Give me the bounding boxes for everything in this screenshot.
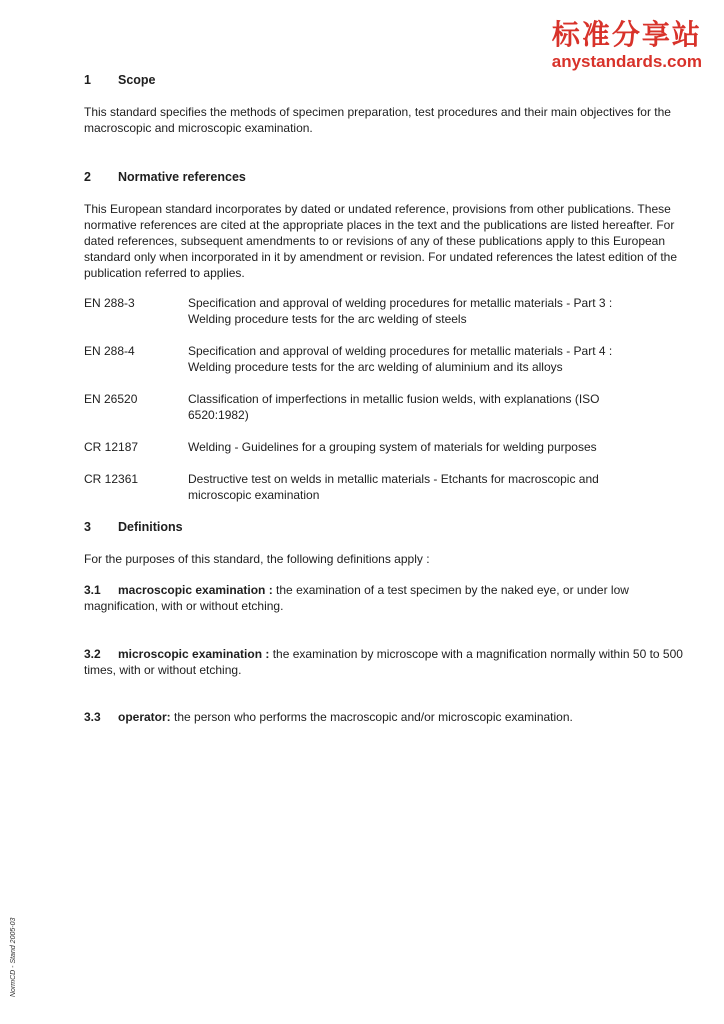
section-heading-definitions — [84, 519, 684, 535]
reference-description: Classification of imperfections in metallic fusion welds, with explanations (ISO 6520:1982) — [188, 392, 600, 422]
definition-term: macroscopic examination : — [118, 583, 273, 597]
definition-term: microscopic examination : — [118, 647, 270, 661]
reference-code: EN 288-4 — [84, 344, 135, 358]
reference-item — [84, 295, 684, 327]
section-title: Definitions — [118, 520, 183, 534]
reference-description: Specification and approval of welding procedures for metallic materials - Part 4 : Welding procedure tests for the arc welding of aluminium and its alloys — [188, 344, 613, 374]
reference-code: EN 26520 — [84, 392, 138, 406]
reference-item — [84, 391, 684, 423]
document-body — [84, 72, 684, 725]
definition-term: operator: — [118, 710, 171, 724]
definition-item — [84, 709, 684, 725]
normative-paragraph: This European standard incorporates by dated or undated reference, provisions from other publications. These normative references are cited at the appropriate places in the text and the publications are listed hereafter. For dated references, subsequent amendments to or revisions of any of these publications apply to this European standard only when incorporated in it by amendment or revision. For undated references the latest edition of the publication referred to applies. — [84, 202, 678, 280]
definition-item — [84, 646, 684, 678]
reference-description: Welding - Guidelines for a grouping system of materials for welding purposes — [188, 440, 597, 454]
definition-number: 3.1 — [84, 583, 101, 597]
reference-item — [84, 471, 684, 503]
definitions-intro: For the purposes of this standard, the following definitions apply : — [84, 552, 430, 566]
definition-number: 3.2 — [84, 647, 101, 661]
section-heading-normative-references — [84, 169, 684, 185]
definition-body: the examination of a test specimen by the naked eye, or under low magnification, with or without etching. — [84, 583, 629, 613]
section-number: 3 — [84, 520, 91, 534]
reference-list — [84, 295, 684, 503]
section-title: Scope — [118, 73, 156, 87]
scope-paragraph: This standard specifies the methods of specimen preparation, test procedures and their main objectives for the macroscopic and microscopic examination. — [84, 105, 671, 135]
reference-description: Specification and approval of welding procedures for metallic materials - Part 3 : Welding procedure tests for the arc welding of steels — [188, 296, 613, 326]
reference-code: EN 288-3 — [84, 296, 135, 310]
side-note: NormCD - Stand 2005-03 — [10, 917, 17, 997]
section-number: 1 — [84, 73, 91, 87]
reference-code: CR 12187 — [84, 440, 139, 454]
section-heading-scope — [84, 72, 684, 88]
reference-code: CR 12361 — [84, 472, 139, 486]
section-number: 2 — [84, 170, 91, 184]
watermark-chinese-text: 标准分享站 — [551, 18, 702, 51]
definition-body: the examination by microscope with a magnification normally within 50 to 500 times, with or without etching. — [84, 647, 683, 677]
watermark-url: anystandards.com — [551, 52, 702, 71]
section-title: Normative references — [118, 170, 246, 184]
watermark-logo — [552, 18, 702, 72]
reference-description: Destructive test on welds in metallic materials - Etchants for macroscopic and microscopic examination — [188, 472, 599, 502]
reference-item — [84, 439, 684, 455]
reference-item — [84, 343, 684, 375]
definition-body: the person who performs the macroscopic and/or microscopic examination. — [170, 710, 573, 724]
definition-number: 3.3 — [84, 710, 101, 724]
definition-item — [84, 582, 684, 614]
